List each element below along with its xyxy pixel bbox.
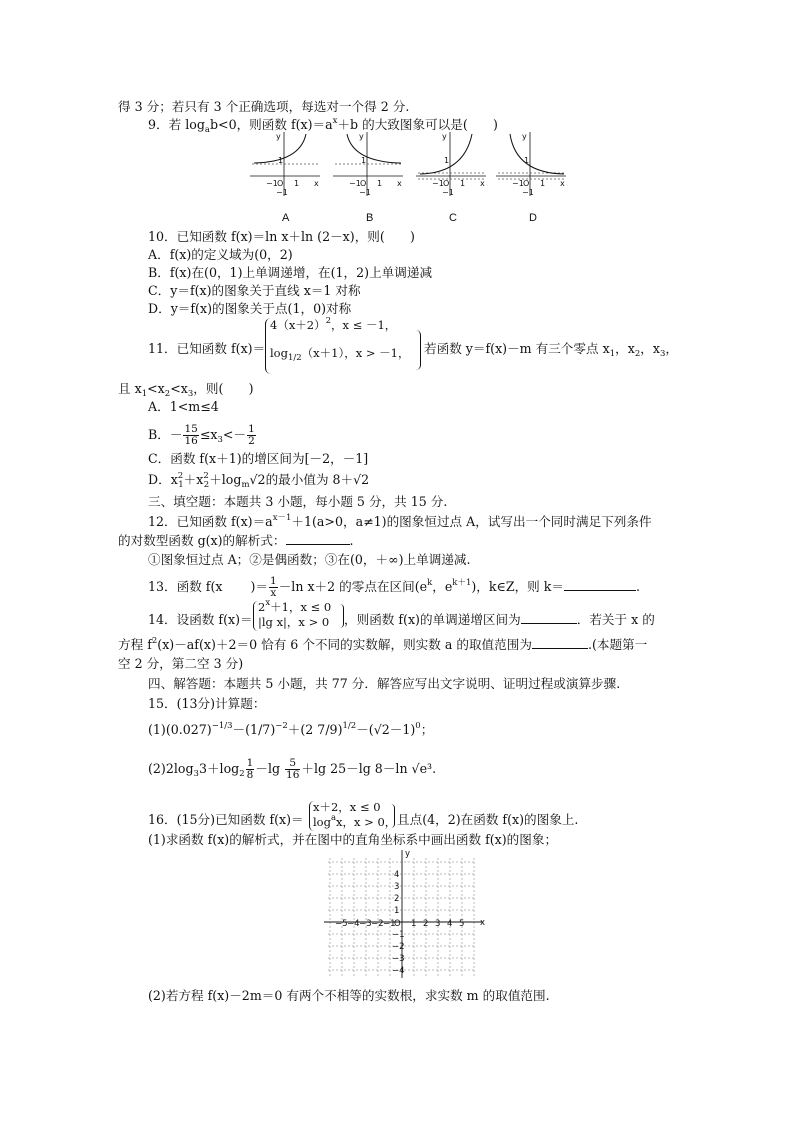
q9-graph-y-label: y: [276, 132, 281, 141]
q9-graph-tick-neg1: −1: [266, 179, 278, 188]
q16-y-tick: −2: [392, 942, 405, 952]
q16-y-tick: −4: [392, 966, 405, 976]
q14-stem: 14．设函数 f(x)＝: [148, 612, 253, 627]
q9-label-a: A: [282, 212, 290, 224]
q9-graph-tick-x1: 1: [460, 179, 466, 188]
q9-graph-y-label: y: [442, 132, 447, 141]
q11-bar: [416, 330, 421, 370]
q13-line: 13．函数 f(x )＝ $\frac{1}{x}$ －ln x＋2 的零点在区间($e^k$，$e^{k+1}$)，k∈Z，则 k＝ .: [148, 575, 641, 599]
q15-expr-2: $(2)2\log_33+\log_2$ $\frac{1}{8}$ －lg $\frac{5}{16}$ ＋lg 25－lg 8－ln √e³.: [148, 757, 437, 781]
q14-line2: 方程 $f^2(x)-af(x)+2=0$ 恰有 6 个不同的实数解，则实数 a 的取值范围为 .(本题第一: [118, 636, 648, 652]
q14-line3: 空 2 分，第二空 3 分): [118, 656, 244, 671]
q10-option-c: C．y＝f(x)的图象关于直线 x＝1 对称: [148, 283, 361, 298]
q9-graph-tick-yneg1: −1: [359, 188, 371, 197]
continuation-line: 得 3 分；若只有 3 个正确选项，每选对一个得 2 分.: [118, 99, 410, 114]
q16-y-tick: −3: [392, 954, 405, 964]
q9-stem: 9．若 $\log_ab<0$，则函数 $f(x)=a^x+b$ 的大致图象可以是( ): [148, 116, 498, 135]
q16-stem: 16．(15分)已知函数 f(x)＝: [148, 812, 304, 827]
q16-x-tick: 3: [435, 919, 441, 929]
q16-x-tick: 5: [459, 919, 465, 929]
q16-x-label: x: [480, 918, 486, 928]
q9-graph-tick-1: 1: [361, 156, 367, 165]
q9-label-b: B: [366, 212, 374, 224]
q16-y-tick: 1: [394, 906, 400, 916]
q16-y-tick: −1: [392, 930, 405, 940]
q11-stem-after: 若函数 y＝f(x)－m 有三个零点 $x_1$，$x_2$，$x_3$，: [424, 341, 678, 359]
q9-graph-tick-neg1: −1: [512, 179, 524, 188]
q16-y-tick: 2: [394, 894, 400, 904]
q16-x-tick: −5: [335, 919, 348, 929]
q9-graphs: [0, 130, 794, 240]
q11-case2: $\log_{1/2}(x+1)$，x > －1，: [270, 346, 410, 363]
q16-stem-post: 且点(4，2)在函数 f(x)的图象上.: [397, 812, 579, 827]
q11-stem: 11．已知函数 f(x)＝: [148, 341, 266, 356]
q16-x-tick: 1: [411, 919, 417, 929]
q10-stem: 10．已知函数 f(x)＝ln x＋ln (2－x)，则( ): [148, 229, 415, 244]
q11-case1: $4(x+2)^2$，x ≤ －1，: [270, 316, 397, 332]
q10-option-b: B．f(x)在(0，1)上单调递增，在(1，2)上单调递减: [148, 265, 433, 280]
q9-graph-origin: O: [523, 179, 530, 188]
q9-graph-tick-x1: 1: [377, 179, 383, 188]
q16-x-tick: −3: [359, 919, 372, 929]
section-4-heading: 四、解答题：本题共 5 小题，共 77 分．解答应写出文字说明、证明过程或演算步骤.: [148, 676, 621, 691]
q9-graph-tick-x1: 1: [540, 179, 546, 188]
section-3-heading: 三、填空题：本题共 3 小题，每小题 5 分，共 15 分.: [148, 494, 448, 509]
q16-part-2: (2)若方程 f(x)－2m＝0 有两个不相等的实数根，求实数 m 的取值范围.: [148, 988, 550, 1003]
q10-option-a: A．f(x)的定义域为(0，2): [148, 247, 293, 262]
q12-line2: 的对数型函数 g(x)的解析式： .: [118, 533, 354, 548]
q9-graph-tick-neg1: −1: [432, 179, 444, 188]
q12-line3: ①图象恒过点 A；②是偶函数；③在(0，＋∞)上单调递减.: [148, 552, 471, 567]
q14-stem-post: ，则函数 f(x)的单调递增区间为 ．若关于 x 的: [344, 612, 655, 627]
q16-x-tick: −4: [347, 919, 360, 929]
q9-graph-origin: O: [277, 179, 284, 188]
q14-case1: $2^x+1$，x ≤ 0: [258, 598, 332, 614]
q16-x-tick: −1: [383, 919, 396, 929]
q11-option-a: A．1<m≤4: [148, 399, 219, 414]
q9-graph-x-label: x: [480, 179, 485, 188]
q9-graph-tick-1: 1: [278, 156, 284, 165]
q16-x-tick: 2: [423, 919, 429, 929]
q16-case1: x＋2，x ≤ 0: [313, 800, 381, 814]
q9-graph-origin: O: [443, 179, 450, 188]
q9-graph-tick-yneg1: −1: [442, 188, 454, 197]
q9-graph-x-label: x: [314, 179, 319, 188]
q16-y-tick: 4: [394, 870, 400, 880]
q16-y-tick: 3: [394, 882, 400, 892]
q9-label-d: D: [529, 212, 537, 224]
q9-graph-x-label: x: [397, 179, 402, 188]
q9-graph-tick-yneg1: −1: [522, 188, 534, 197]
q9-graph-tick-1: 1: [524, 156, 530, 165]
q9-graph-y-label: y: [359, 132, 364, 141]
q9-graph-origin: O: [360, 179, 367, 188]
q15-stem: 15．(13分)计算题：: [148, 696, 266, 711]
q11-option-b: B．－ $\frac{15}{16}$ $\le x_3<-$ $\frac{1}{2}$: [148, 423, 255, 447]
q9-graph-tick-1: 1: [444, 156, 450, 165]
q16-x-tick: O: [394, 919, 401, 929]
q11-line2: 且 $x_1<x_2<x_3$，则( ): [118, 381, 254, 399]
q9-graph-tick-neg1: −1: [349, 179, 361, 188]
q9-label-c: C: [449, 212, 457, 224]
q16-bar: [391, 804, 395, 828]
q9-graph-tick-x1: 1: [294, 179, 300, 188]
q16-coordinate-grid: [320, 848, 490, 978]
q15-expr-1: $(1)(0.027)^{-1/3}-(1/7)^{-2}+(2$ $7/9)^{1/2}-(√2-1)^0$；: [148, 721, 434, 737]
q9-graph-y-label: y: [522, 132, 527, 141]
q12-line1: 12．已知函数 $f(x)=a^{x-1}+1(a>0$，a≠1)的图象恒过点 A，试写出一个同时满足下列条件: [148, 513, 652, 529]
q11-option-d: D．$x^2_1+x^2_2+\log_m√2$的最小值为 8＋√2: [148, 471, 370, 490]
q11-option-c: C．函数 f(x＋1)的增区间为[－2，－1]: [148, 451, 369, 466]
q9-graph-tick-yneg1: −1: [276, 188, 288, 197]
q9-graph-curve: [347, 134, 401, 163]
q10-option-d: D．y＝f(x)的图象关于点(1，0)对称: [148, 301, 352, 316]
q9-graph-curve: [510, 134, 564, 174]
q16-x-tick: 4: [447, 919, 453, 929]
q16-y-label: y: [405, 849, 411, 859]
q16-case2: $\log^ax$，x > 0，: [313, 813, 397, 829]
q16-x-tick: −2: [371, 919, 384, 929]
q16-part-1: (1)求函数 f(x)的解析式，并在图中的直角坐标系中画出函数 f(x)的图象；: [148, 832, 558, 847]
q14-case2: |lg x|，x > 0: [258, 615, 330, 629]
q9-graph-x-label: x: [560, 179, 565, 188]
